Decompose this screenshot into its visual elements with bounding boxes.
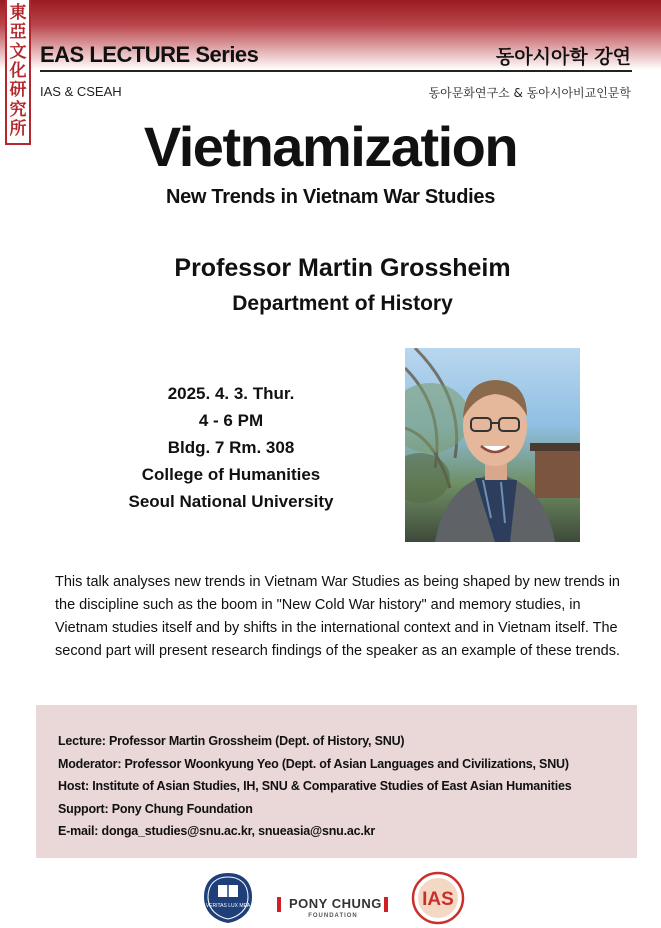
lecture-title: Vietnamization (143, 115, 518, 178)
info-email: E-mail: donga_studies@snu.ac.kr, snueasia@snu.ac.kr (58, 824, 376, 838)
speaker-name: Professor Martin Grossheim (174, 254, 511, 282)
ias-logo (409, 871, 467, 925)
event-university: Seoul National University (128, 492, 334, 511)
event-college: College of Humanities (141, 465, 321, 484)
seal-char: 究 (9, 99, 27, 120)
snu-logo (200, 871, 256, 925)
seal-char: 化 (9, 60, 27, 81)
series-title-korean: 동아시아학 강연 (495, 46, 631, 68)
seal-char: 所 (9, 118, 27, 139)
event-room: Bldg. 7 Rm. 308 (167, 438, 295, 457)
series-title: EAS LECTURE Series (40, 42, 259, 67)
header-divider (40, 70, 632, 72)
pony-logo-sub: FOUNDATION (308, 913, 358, 919)
snu-logo-text: VERITAS LUX MEA (205, 903, 251, 909)
pony-logo-name: PONY CHUNG (289, 896, 382, 911)
event-time: 4 - 6 PM (198, 411, 264, 430)
info-list (58, 730, 638, 843)
info-host: Host: Institute of Asian Studies, IH, SNU & Comparative Studies of East Asian Humanities (58, 779, 572, 793)
organizers-english: IAS & CSEAH (40, 84, 122, 99)
organizers-korean: 동아문화연구소 & 동아시아비교인문학 (428, 86, 631, 100)
ias-logo-text: IAS (422, 889, 454, 910)
info-moderator: Moderator: Professor Woonkyung Yeo (Dept. of Asian Languages and Civilizations, SNU) (58, 756, 569, 771)
seal-char: 亞 (9, 22, 27, 43)
speaker-department: Department of History (232, 292, 453, 315)
pony-logo-bar-right (384, 897, 388, 912)
info-support: Support: Pony Chung Foundation (58, 801, 253, 816)
pony-logo-bar-left (277, 897, 281, 912)
seal-char: 東 (9, 3, 27, 24)
seal-char: 研 (9, 80, 27, 101)
speaker-photo (405, 348, 580, 542)
lecture-subtitle: New Trends in Vietnam War Studies (165, 186, 496, 208)
pony-chung-foundation-logo (277, 893, 389, 923)
seal-char: 文 (9, 41, 27, 62)
event-date: 2025. 4. 3. Thur. (167, 384, 295, 403)
event-details (100, 380, 362, 515)
info-lecture: Lecture: Professor Martin Grossheim (Dept. of History, SNU) (58, 734, 405, 748)
lecture-abstract: This talk analyses new trends in Vietnam War Studies as being shaped by new trends in the discipline such as the boom in "New Cold War history" and memory studies, in Vietnam studies itself and by shifts in the international context and in Vietnam itself. The second part will present research findings of the speaker as an example of these trends. (55, 574, 621, 659)
